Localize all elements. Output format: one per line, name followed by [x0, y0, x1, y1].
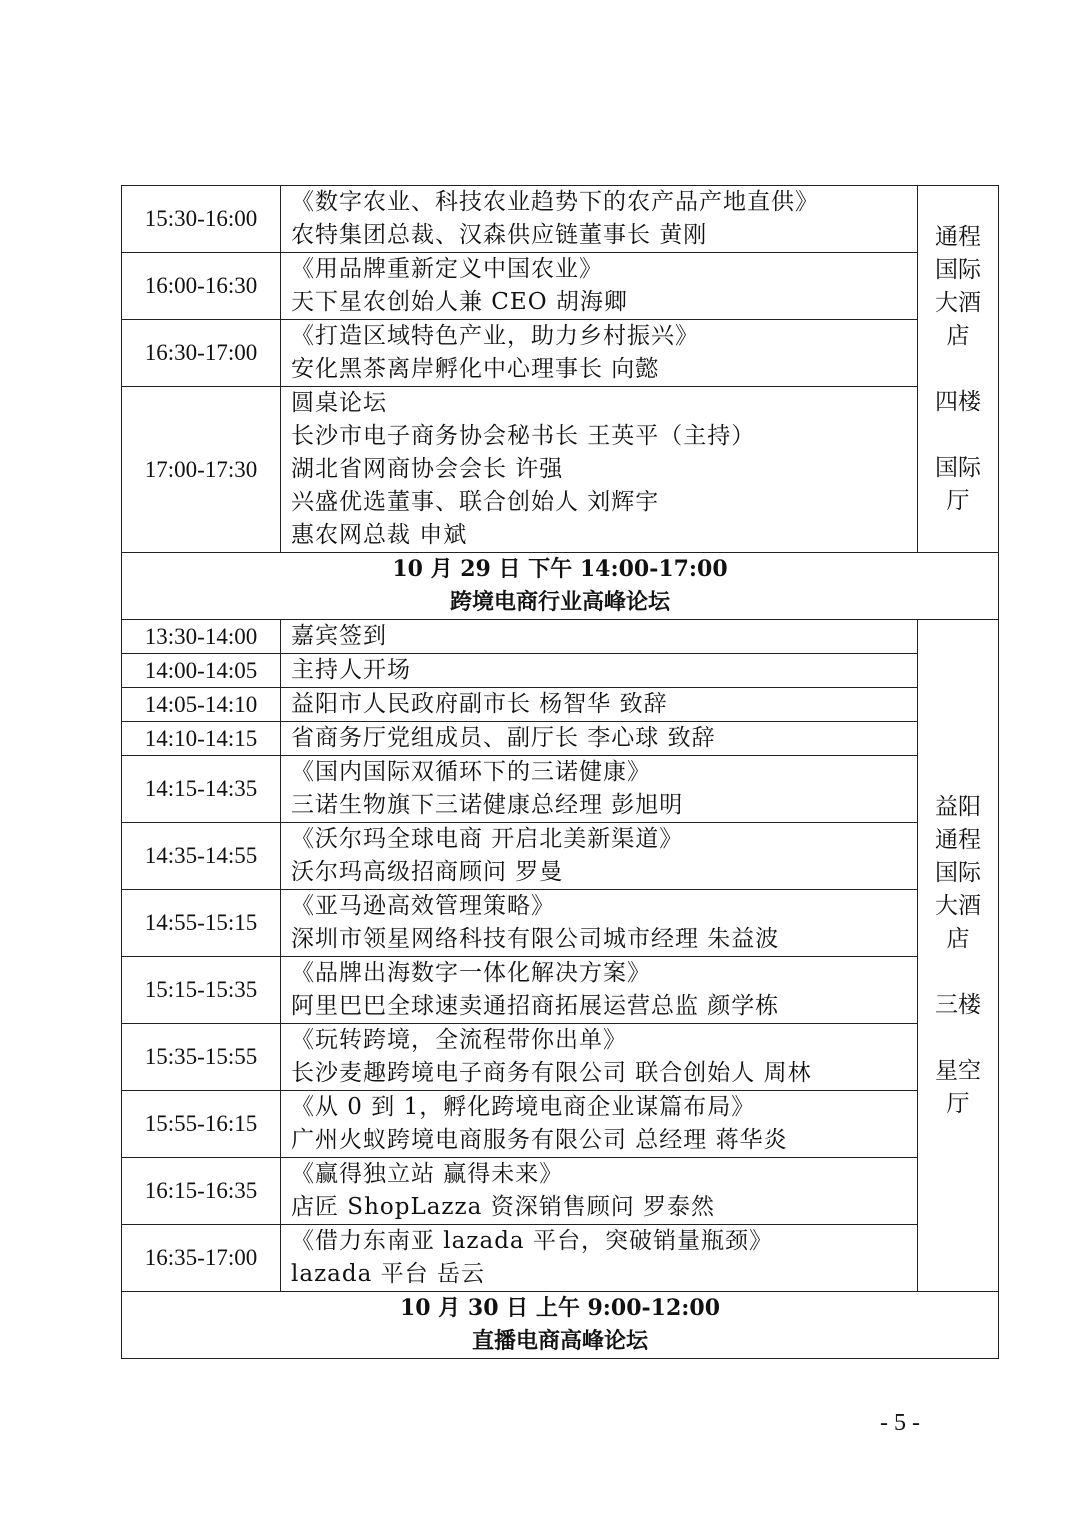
venue-cell: [918, 186, 999, 553]
schedule-block-2: [122, 620, 999, 1292]
schedule-row: [122, 1158, 999, 1225]
schedule-row: [122, 890, 999, 957]
content-line: 《数字农业、科技农业趋势下的农产品产地直供》: [291, 189, 819, 215]
content-line: 深圳市领星网络科技有限公司城市经理 朱益波: [291, 926, 780, 952]
time-cell: 15:55-16:15: [122, 1091, 281, 1158]
content-line: 长沙市电子商务协会秘书长 王英平（主持）: [291, 423, 756, 449]
time-cell: 15:15-15:35: [122, 957, 281, 1024]
content-cell: [281, 1024, 918, 1091]
content-line: 阿里巴巴全球速卖通招商拓展运营总监 颜学栋: [291, 993, 780, 1019]
content-line: 天下星农创始人兼 CEO 胡海卿: [291, 289, 628, 315]
content-cell: [281, 320, 918, 387]
schedule-table: [121, 185, 999, 1359]
schedule-row: [122, 1091, 999, 1158]
schedule-row: [122, 654, 999, 688]
content-line: 店匠 ShopLazza 资深销售顾问 罗泰然: [291, 1194, 716, 1220]
schedule-block-1: [122, 186, 999, 553]
schedule-row: [122, 387, 999, 553]
content-line: 省商务厅党组成员、副厅长 李心球 致辞: [291, 725, 716, 751]
content-cell: [281, 688, 918, 722]
schedule-row: [122, 620, 999, 654]
content-line: 湖北省网商协会会长 许强: [291, 456, 564, 482]
schedule-row: [122, 1225, 999, 1292]
content-cell: [281, 620, 918, 654]
schedule-row: [122, 823, 999, 890]
time-cell: 14:10-14:15: [122, 722, 281, 756]
content-line: 农特集团总裁、汉森供应链董事长 黄刚: [291, 222, 708, 248]
content-cell: [281, 890, 918, 957]
page-number: - 5 -: [880, 1410, 920, 1436]
content-line: 《玩转跨境，全流程带你出单》: [291, 1027, 627, 1053]
time-cell: 16:35-17:00: [122, 1225, 281, 1292]
content-line: 安化黑茶离岸孵化中心理事长 向懿: [291, 356, 660, 382]
content-line: 长沙麦趣跨境电子商务有限公司 联合创始人 周林: [291, 1060, 812, 1086]
section-title-cell: [122, 1292, 999, 1359]
content-cell: [281, 722, 918, 756]
section-title-cell: [122, 553, 999, 620]
section-title: 直播电商高峰论坛: [471, 1328, 648, 1354]
content-cell: [281, 957, 918, 1024]
schedule-row: [122, 186, 999, 253]
content-line: 《国内国际双循环下的三诺健康》: [291, 759, 651, 785]
schedule-row: [122, 756, 999, 823]
content-line: 沃尔玛高级招商顾问 罗曼: [291, 859, 564, 885]
content-cell: [281, 654, 918, 688]
schedule-row: [122, 957, 999, 1024]
content-line: 惠农网总裁 申斌: [291, 522, 468, 548]
time-cell: 14:15-14:35: [122, 756, 281, 823]
content-cell: [281, 823, 918, 890]
section-header-1: [122, 553, 999, 620]
time-cell: 14:05-14:10: [122, 688, 281, 722]
content-cell: [281, 1225, 918, 1292]
content-line: 嘉宾签到: [291, 623, 387, 649]
content-line: 《赢得独立站 赢得未来》: [291, 1161, 564, 1187]
content-line: lazada 平台 岳云: [291, 1261, 485, 1287]
content-line: 圆桌论坛: [291, 390, 387, 416]
time-cell: 14:35-14:55: [122, 823, 281, 890]
content-line: 《从 0 到 1，孵化跨境电商企业谋篇布局》: [291, 1094, 756, 1120]
content-line: 兴盛优选董事、联合创始人 刘辉宇: [291, 489, 660, 515]
content-line: 《打造区域特色产业，助力乡村振兴》: [291, 323, 699, 349]
time-cell: 13:30-14:00: [122, 620, 281, 654]
schedule-row: [122, 253, 999, 320]
content-line: 《品牌出海数字一体化解决方案》: [291, 960, 651, 986]
content-line: 《亚马逊高效管理策略》: [291, 893, 555, 919]
venue-text: 益阳 通程 国际 大酒 店 三楼 星空 厅: [935, 793, 981, 1117]
section-header-2: [122, 1292, 999, 1359]
time-cell: 14:00-14:05: [122, 654, 281, 688]
time-cell: 15:35-15:55: [122, 1024, 281, 1091]
schedule-row: [122, 1024, 999, 1091]
content-line: 三诺生物旗下三诺健康总经理 彭旭明: [291, 792, 684, 818]
section-date: 10 月 30 日 上午 9:00-12:00: [399, 1295, 721, 1321]
content-cell: [281, 756, 918, 823]
content-line: 《沃尔玛全球电商 开启北美新渠道》: [291, 826, 684, 852]
time-cell: 14:55-15:15: [122, 890, 281, 957]
section-date: 10 月 29 日 下午 14:00-17:00: [392, 556, 728, 582]
content-line: 广州火蚁跨境电商服务有限公司 总经理 蒋华炎: [291, 1127, 788, 1153]
time-cell: 15:30-16:00: [122, 186, 281, 253]
schedule-row: [122, 688, 999, 722]
schedule-row: [122, 320, 999, 387]
time-cell: 17:00-17:30: [122, 387, 281, 553]
content-cell: [281, 1158, 918, 1225]
venue-text: 通程 国际 大酒 店 四楼 国际 厅: [935, 223, 981, 514]
content-line: 《借力东南亚 lazada 平台，突破销量瓶颈》: [291, 1228, 773, 1254]
venue-cell: [918, 620, 999, 1292]
content-line: 主持人开场: [291, 657, 411, 683]
content-cell: [281, 1091, 918, 1158]
time-cell: 16:15-16:35: [122, 1158, 281, 1225]
content-cell: [281, 387, 918, 553]
time-cell: 16:00-16:30: [122, 253, 281, 320]
content-line: 益阳市人民政府副市长 杨智华 致辞: [291, 691, 668, 717]
content-line: 《用品牌重新定义中国农业》: [291, 256, 603, 282]
schedule-row: [122, 722, 999, 756]
section-title: 跨境电商行业高峰论坛: [449, 589, 670, 615]
content-cell: [281, 186, 918, 253]
content-cell: [281, 253, 918, 320]
time-cell: 16:30-17:00: [122, 320, 281, 387]
